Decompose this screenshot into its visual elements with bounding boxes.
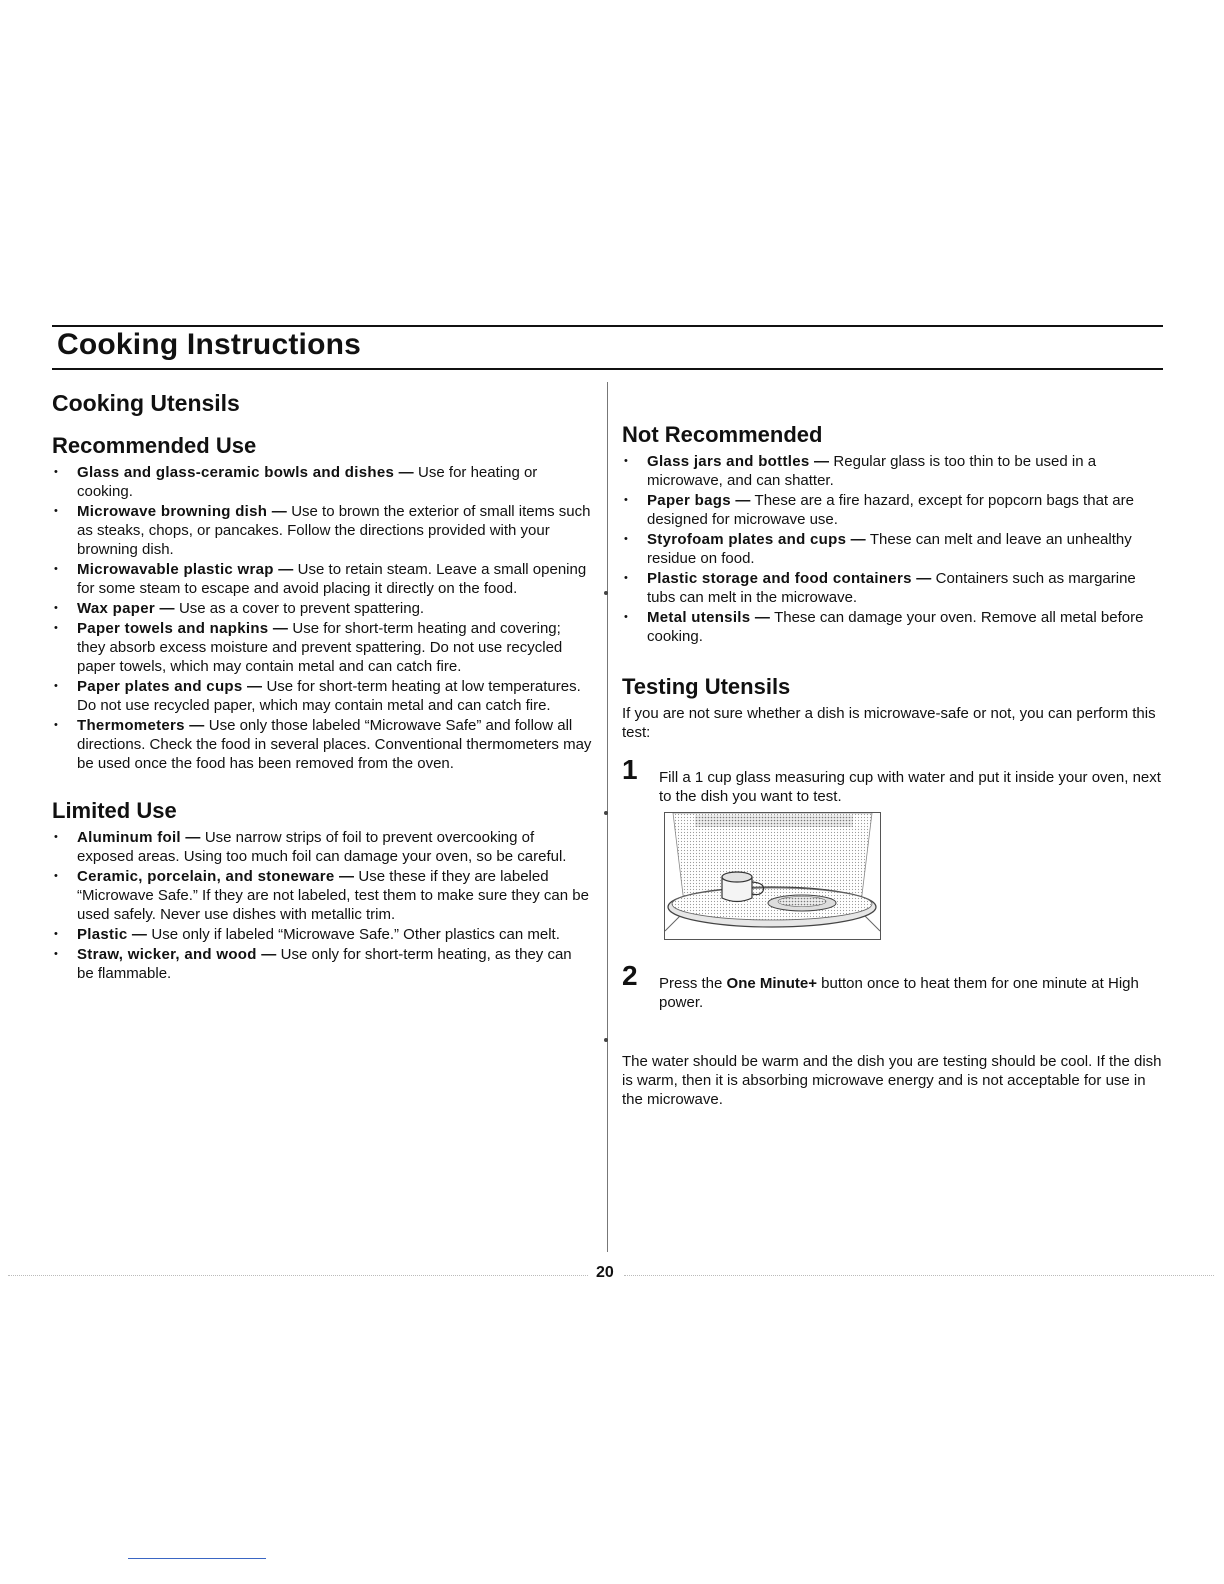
left-column xyxy=(52,390,592,984)
limited-list xyxy=(52,828,592,983)
recommended-list xyxy=(52,463,592,773)
list-item: • Plastic — Use only if labeled “Microwave Safe.” Other plastics can melt. xyxy=(52,925,592,944)
list-item: • Metal utensils — These can damage your oven. Remove all metal before cooking. xyxy=(622,608,1167,646)
list-item: • Microwavable plastic wrap — Use to retain steam. Leave a small opening for some steam to escape and avoid placing it directly on the food. xyxy=(52,560,592,598)
list-item: • Plastic storage and food containers — Containers such as margarine tubs can melt in the microwave. xyxy=(622,569,1167,607)
list-item: • Paper plates and cups — Use for short-term heating at low temperatures. Do not use recycled paper, which may contain metal and can catch fire. xyxy=(52,677,592,715)
section-title-cooking-utensils: Cooking Utensils xyxy=(52,390,240,416)
list-item: • Straw, wicker, and wood — Use only for short-term heating, as they can be flammable. xyxy=(52,945,592,983)
header-rule-top xyxy=(52,325,1163,327)
footer-dotted-line xyxy=(624,1275,1214,1276)
list-item: • Glass jars and bottles — Regular glass is too thin to be used in a microwave, and can shatter. xyxy=(622,452,1167,490)
page-title: Cooking Instructions xyxy=(57,328,361,361)
list-item: • Thermometers — Use only those labeled “Microwave Safe” and follow all directions. Check the food in several places. Conventional thermometers may be used once the food has been removed from the oven. xyxy=(52,716,592,773)
step-text: Fill a 1 cup glass measuring cup with water and put it inside your oven, next to the dish you want to test. xyxy=(659,769,1161,805)
list-item: • Microwave browning dish — Use to brown the exterior of small items such as steaks, chops, or pancakes. Follow the directions provided with your browning dish. xyxy=(52,502,592,559)
right-column xyxy=(622,422,1167,1109)
scan-mark xyxy=(604,1038,608,1042)
footnote-line xyxy=(128,1558,266,1559)
list-item: • Styrofoam plates and cups — These can melt and leave an unhealthy residue on food. xyxy=(622,530,1167,568)
list-item: • Glass and glass-ceramic bowls and dishes — Use for heating or cooking. xyxy=(52,463,592,501)
heading-recommended-use: Recommended Use xyxy=(52,433,257,458)
heading-testing-utensils: Testing Utensils xyxy=(622,674,791,699)
scan-mark xyxy=(604,811,608,815)
scan-mark xyxy=(604,591,608,595)
list-item: • Paper towels and napkins — Use for short-term heating and covering; they absorb excess moisture and prevent spattering. Do not use recycled paper towels, which may contain metal and can catch fire. xyxy=(52,619,592,676)
header-rule-bottom xyxy=(52,368,1163,370)
microwave-test-illustration xyxy=(664,812,881,940)
list-item: • Paper bags — These are a fire hazard, except for popcorn bags that are designed for microwave use. xyxy=(622,491,1167,529)
page-number: 20 xyxy=(596,1264,614,1281)
list-item: • Ceramic, porcelain, and stoneware — Use these if they are labeled “Microwave Safe.” If they are not labeled, test them to make sure they can be used safely. Never use dishes with metallic trim. xyxy=(52,867,592,924)
list-item: • Wax paper — Use as a cover to prevent spattering. xyxy=(52,599,592,618)
not-recommended-list xyxy=(622,452,1167,646)
step-1 xyxy=(622,754,1167,806)
heading-not-recommended: Not Recommended xyxy=(622,422,823,447)
test-result-text: The water should be warm and the dish you are testing should be cool. If the dish is warm, then it is absorbing microwave energy and is not acceptable for use in the microwave. xyxy=(622,1053,1162,1108)
step-number: 1 xyxy=(622,754,638,785)
footer-dotted-line xyxy=(8,1275,588,1276)
column-divider xyxy=(607,382,608,1252)
step-number: 2 xyxy=(622,960,638,991)
testing-intro: If you are not sure whether a dish is microwave-safe or not, you can perform this test: xyxy=(622,705,1156,741)
one-minute-button-label: One Minute+ xyxy=(726,975,817,992)
step-2: 2 Press the One Minute+ button once to heat them for one minute at High power. xyxy=(622,960,1139,1011)
heading-limited-use: Limited Use xyxy=(52,798,177,823)
list-item: • Aluminum foil — Use narrow strips of foil to prevent overcooking of exposed areas. Using too much foil can damage your oven, so be careful. xyxy=(52,828,592,866)
